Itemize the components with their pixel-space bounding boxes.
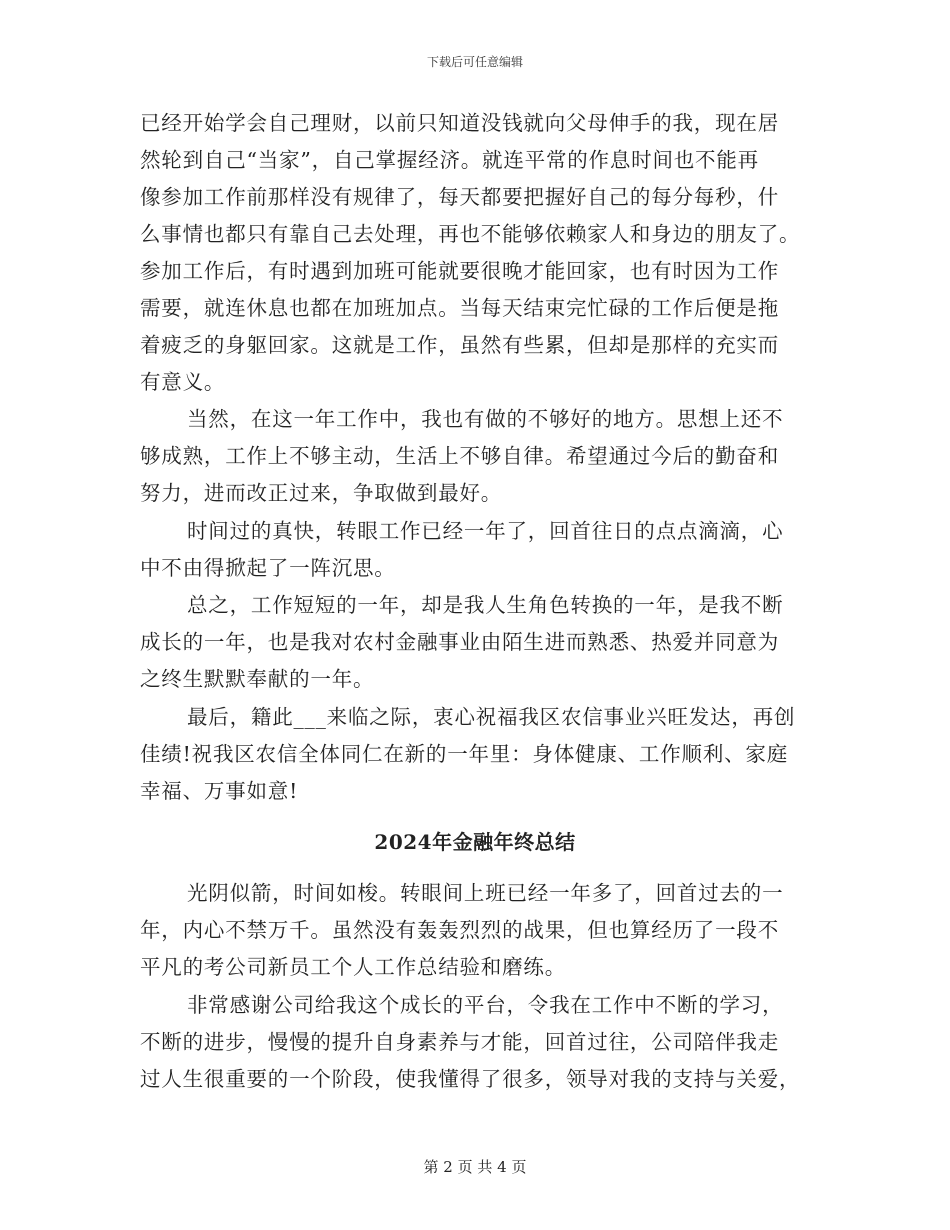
text-line: 之终生默默奉献的一年。 (140, 667, 375, 691)
text-line: 需要，就连休息也都在加班加点。当每天结束完忙碌的工作后便是拖 (140, 296, 779, 320)
text-line: 当然，在这一年工作中，我也有做的不够好的地方。思想上还不 (187, 407, 784, 431)
text-line: 幸福、万事如意! (140, 779, 299, 803)
text-line: 平凡的考公司新员工个人工作总结验和磨练。 (140, 955, 566, 979)
text-line: 中不由得掀起了一阵沉思。 (140, 556, 396, 580)
text-line: 参加工作后，有时遇到加班可能就要很晚才能回家，也有时因为工作 (140, 259, 779, 283)
text-line: 年，内心不禁万千。虽然没有轰轰烈烈的战果，但也算经历了一段不 (140, 918, 779, 942)
text-line: 么事情也都只有靠自己去处理，再也不能够依赖家人和身边的朋友了。 (140, 222, 801, 246)
text-line: 佳绩!祝我区农信全体同仁在新的一年里：身体健康、工作顺利、家庭 (140, 742, 789, 766)
text-line: 光阴似箭，时间如梭。转眼间上班已经一年多了，回首过去的一 (187, 881, 784, 905)
text-line: 有意义。 (140, 370, 226, 394)
text-line: 像参加工作前那样没有规律了，每天都要把握好自己的每分每秒，什 (140, 185, 779, 209)
page-header: 下载后可任意编辑 (426, 55, 523, 69)
text-line: 努力，进而改正过来，争取做到最好。 (140, 481, 503, 505)
text-line: 时间过的真快，转眼工作已经一年了，回首往日的点点滴滴，心 (187, 519, 784, 543)
text-line: 不断的进步，慢慢的提升自身素养与才能，回首过往，公司陪伴我走 (140, 1030, 779, 1054)
text-line: 然轮到自己“当家”，自己掌握经济。就连平常的作息时间也不能再 (140, 148, 759, 172)
text-line: 非常感谢公司给我这个成长的平台，令我在工作中不断的学习， (187, 993, 784, 1017)
section-title: 2024年金融年终总结 (374, 830, 576, 854)
text-line: 着疲乏的身躯回家。这就是工作，虽然有些累，但却是那样的充实而 (140, 333, 779, 357)
text-line: 最后，籍此___来临之际，衷心祝福我区农信事业兴旺发达，再创 (187, 705, 796, 729)
text-line: 够成熟，工作上不够主动，生活上不够自律。希望通过今后的勤奋和 (140, 444, 779, 468)
text-line: 过人生很重要的一个阶段，使我懂得了很多，领导对我的支持与关爱， (140, 1067, 801, 1091)
text-line: 总之，工作短短的一年，却是我人生角色转换的一年，是我不断 (187, 593, 784, 617)
page-footer: 第 2 页 共 4 页 (423, 1158, 527, 1176)
text-line: 已经开始学会自己理财，以前只知道没钱就向父母伸手的我，现在居 (140, 111, 779, 135)
text-line: 成长的一年，也是我对农村金融事业由陌生进而熟悉、热爱并同意为 (140, 630, 779, 654)
